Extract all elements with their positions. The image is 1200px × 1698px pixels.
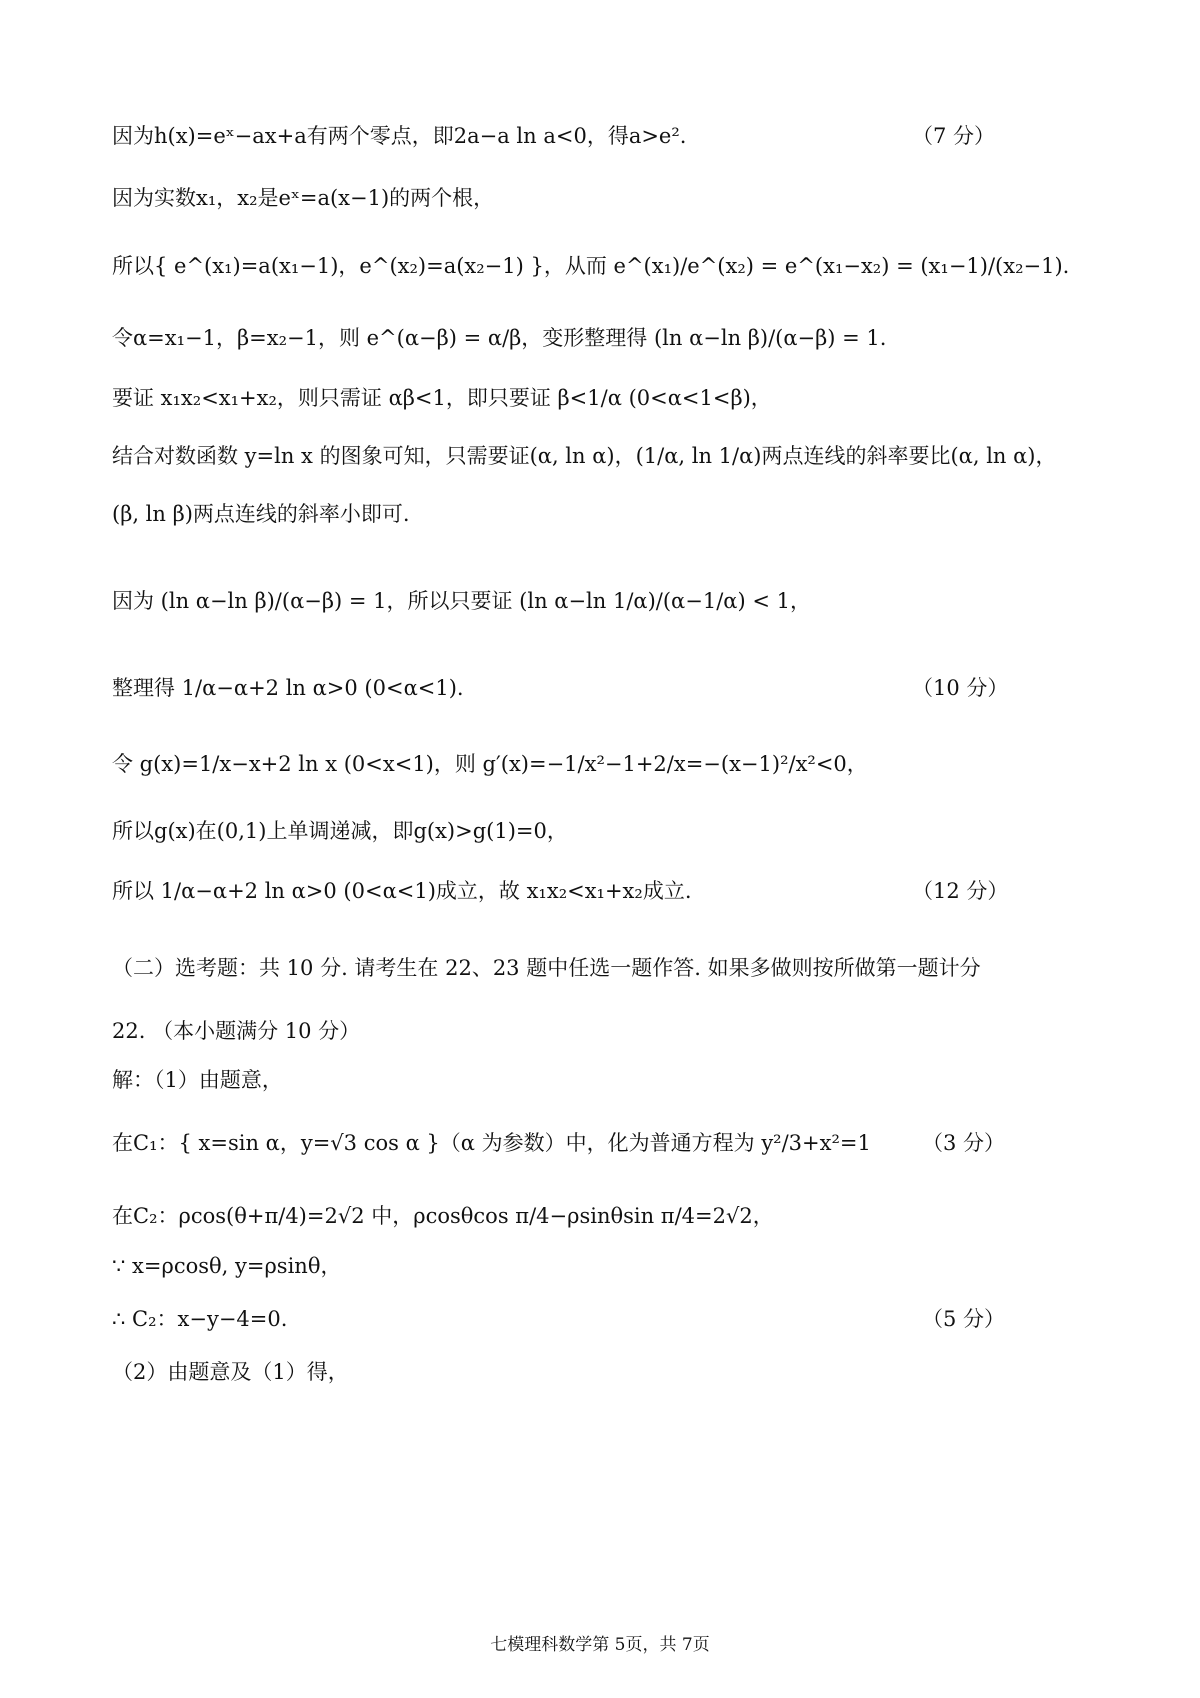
score-3: （3 分） xyxy=(922,1131,1006,1155)
text-line-c1: 在C₁：{ x=sin α，y=√3 cos α }（α 为参数）中，化为普通方程为 y²/3+x²=1 xyxy=(112,1131,871,1155)
because-line: ∵ x=ρcosθ, y=ρsinθ， xyxy=(112,1254,342,1278)
text-line-3: 所以{ e^(x₁)=a(x₁−1)，e^(x₂)=a(x₂−1) }，从而 e^(x₁)/e^(x₂) = e^(x₁−x₂) = (x₁−1)/(x₂−1). xyxy=(112,254,1070,278)
text-line-10: 令 g(x)=1/x−x+2 ln x (0<x<1)，则 g′(x)=−1/x²−1+2/x=−(x−1)²/x²<0， xyxy=(112,752,868,776)
solution-start: 解：（1）由题意， xyxy=(112,1068,283,1092)
text-line-2: 因为实数x₁，x₂是eˣ=a(x−1)的两个根， xyxy=(112,186,495,210)
score-12: （12 分） xyxy=(912,879,1009,903)
text-line-9: 整理得 1/α−α+2 ln α>0 (0<α<1). xyxy=(112,676,464,700)
part-2-line: （2）由题意及（1）得， xyxy=(112,1360,349,1384)
text-line-8: 因为 (ln α−ln β)/(α−β) = 1，所以只要证 (ln α−ln 1/α)/(α−1/α) < 1， xyxy=(112,589,811,613)
page-footer: 七模理科数学第 5页，共 7页 xyxy=(490,1635,710,1655)
question-22-title: 22. （本小题满分 10 分） xyxy=(112,1019,361,1043)
text-line-4: 令α=x₁−1，β=x₂−1，则 e^(α−β) = α/β，变形整理得 (ln α−ln β)/(α−β) = 1. xyxy=(112,326,887,350)
section-heading: （二）选考题：共 10 分. 请考生在 22、23 题中任选一题作答. 如果多做则按所做第一题计分 xyxy=(112,956,981,980)
therefore-line: ∴ C₂：x−y−4=0. xyxy=(112,1307,288,1331)
score-5: （5 分） xyxy=(922,1307,1006,1331)
text-line-1: 因为h(x)=eˣ−ax+a有两个零点，即2a−a ln a<0，得a>e². xyxy=(112,124,687,148)
text-line-12: 所以 1/α−α+2 ln α>0 (0<α<1)成立，故 x₁x₂<x₁+x₂成立. xyxy=(112,879,692,903)
score-7: （7 分） xyxy=(912,124,996,148)
text-line-c2: 在C₂：ρcos(θ+π/4)=2√2 中，ρcosθcos π/4−ρsinθsin π/4=2√2， xyxy=(112,1204,774,1228)
text-line-11: 所以g(x)在(0,1)上单调递减，即g(x)>g(1)=0， xyxy=(112,819,568,843)
text-line-6: 结合对数函数 y=ln x 的图象可知，只需要证(α, ln α)，(1/α, ln 1/α)两点连线的斜率要比(α, ln α)， xyxy=(112,444,1057,468)
score-10: （10 分） xyxy=(912,676,1009,700)
text-line-5: 要证 x₁x₂<x₁+x₂，则只需证 αβ<1，即只要证 β<1/α (0<α<1<β)， xyxy=(112,386,772,410)
text-line-7: (β, ln β)两点连线的斜率小即可. xyxy=(112,502,410,526)
